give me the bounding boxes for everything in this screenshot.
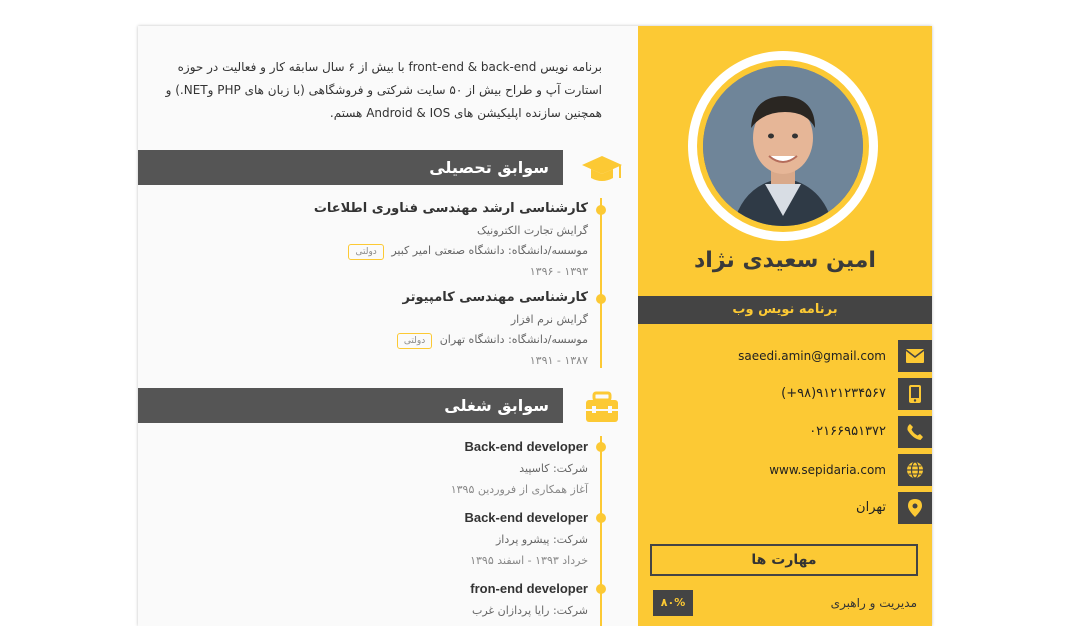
profile-role: برنامه نویس وب [638,296,932,324]
degree-title: کارشناسی مهندسی کامپیوتر [402,290,588,305]
timeline-dot [596,294,606,304]
timeline-dot [596,205,606,215]
degree-institute: موسسه/دانشگاه: دانشگاه صنعتی امیر کبیر [391,244,588,257]
education-header [138,150,563,185]
education-title: سوابق تحصیلی [429,158,549,177]
globe-icon [898,454,932,486]
degree-title: کارشناسی ارشد مهندسی فناوری اطلاعات [313,201,588,216]
contact-phone [638,416,932,448]
avatar [703,66,863,226]
contact-website [638,454,932,486]
job-company: شرکت: پیشرو پرداز [496,533,588,546]
skill-name: مدیریت و راهبری [830,596,917,610]
phone-icon [898,416,932,448]
jobs-title: سوابق شغلی [444,396,549,415]
status-badge: دولتی [397,333,432,349]
location-value: تهران [856,500,886,515]
job-title: Back-end developer [464,439,588,454]
phone-value: ۰۲۱۶۶۹۵۱۳۷۲ [809,424,886,439]
job-title: Back-end developer [464,510,588,525]
job-title: fron-end developer [470,581,588,596]
timeline-dot [596,442,606,452]
location-icon [898,492,932,524]
toolbox-icon [580,390,624,426]
contact-email [638,340,932,372]
degree-field: گرایش تجارت الکترونیک [476,224,588,237]
skills-button[interactable]: مهارت ها [650,544,918,576]
status-badge: دولتی [348,244,383,260]
job-company: شرکت: رایا پردازان غرب [471,604,588,617]
education-entry [188,200,588,283]
job-period: آغاز همکاری از فروردین ۱۳۹۵ [450,483,588,496]
degree-years: ۱۳۹۳ - ۱۳۹۶ [529,265,588,278]
education-timeline [600,198,602,368]
job-entry [188,509,588,572]
email-icon [898,340,932,372]
profile-photo-illustration [703,66,863,226]
profile-name: امین سعیدی نژاد [694,248,876,273]
resume-card [138,26,932,626]
jobs-header [138,388,563,423]
degree-field: گرایش نرم افزار [510,313,588,326]
profile-sidebar [638,26,932,626]
education-entry [188,289,588,372]
email-value[interactable]: saeedi.amin@gmail.com [738,349,886,363]
main-column [138,26,638,626]
mobile-icon [898,378,932,410]
contact-location [638,492,932,524]
degree-institute: موسسه/دانشگاه: دانشگاه تهران [439,333,588,346]
job-company: شرکت: کاسپید [519,462,588,475]
graduation-cap-icon [580,152,624,188]
timeline-dot [596,584,606,594]
skill-percent: ۸۰% [653,590,693,616]
job-period: خرداد ۱۳۹۳ - اسفند ۱۳۹۵ [470,554,588,567]
contact-mobile [638,378,932,410]
about-text: برنامه نویس front-end & back-end با بیش از ۶ سال سابقه کار و فعالیت در حوزه استارت آپ و طراح بیش از ۵۰ سایت شرکتی و فروشگاهی (با زبان های PHP وNET.) و همچنین سازنده اپلیکیشن های Android & IOS هستم. [165,60,602,120]
job-entry [188,438,588,501]
mobile-value: (+۹۸)۹۱۲۱۲۳۴۵۶۷ [781,386,886,401]
job-entry [188,580,588,621]
website-value[interactable]: www.sepidaria.com [769,463,886,477]
skill-row [638,590,932,616]
jobs-timeline [600,436,602,626]
avatar-frame [688,51,878,241]
timeline-dot [596,513,606,523]
degree-years: ۱۳۸۷ - ۱۳۹۱ [529,354,588,367]
